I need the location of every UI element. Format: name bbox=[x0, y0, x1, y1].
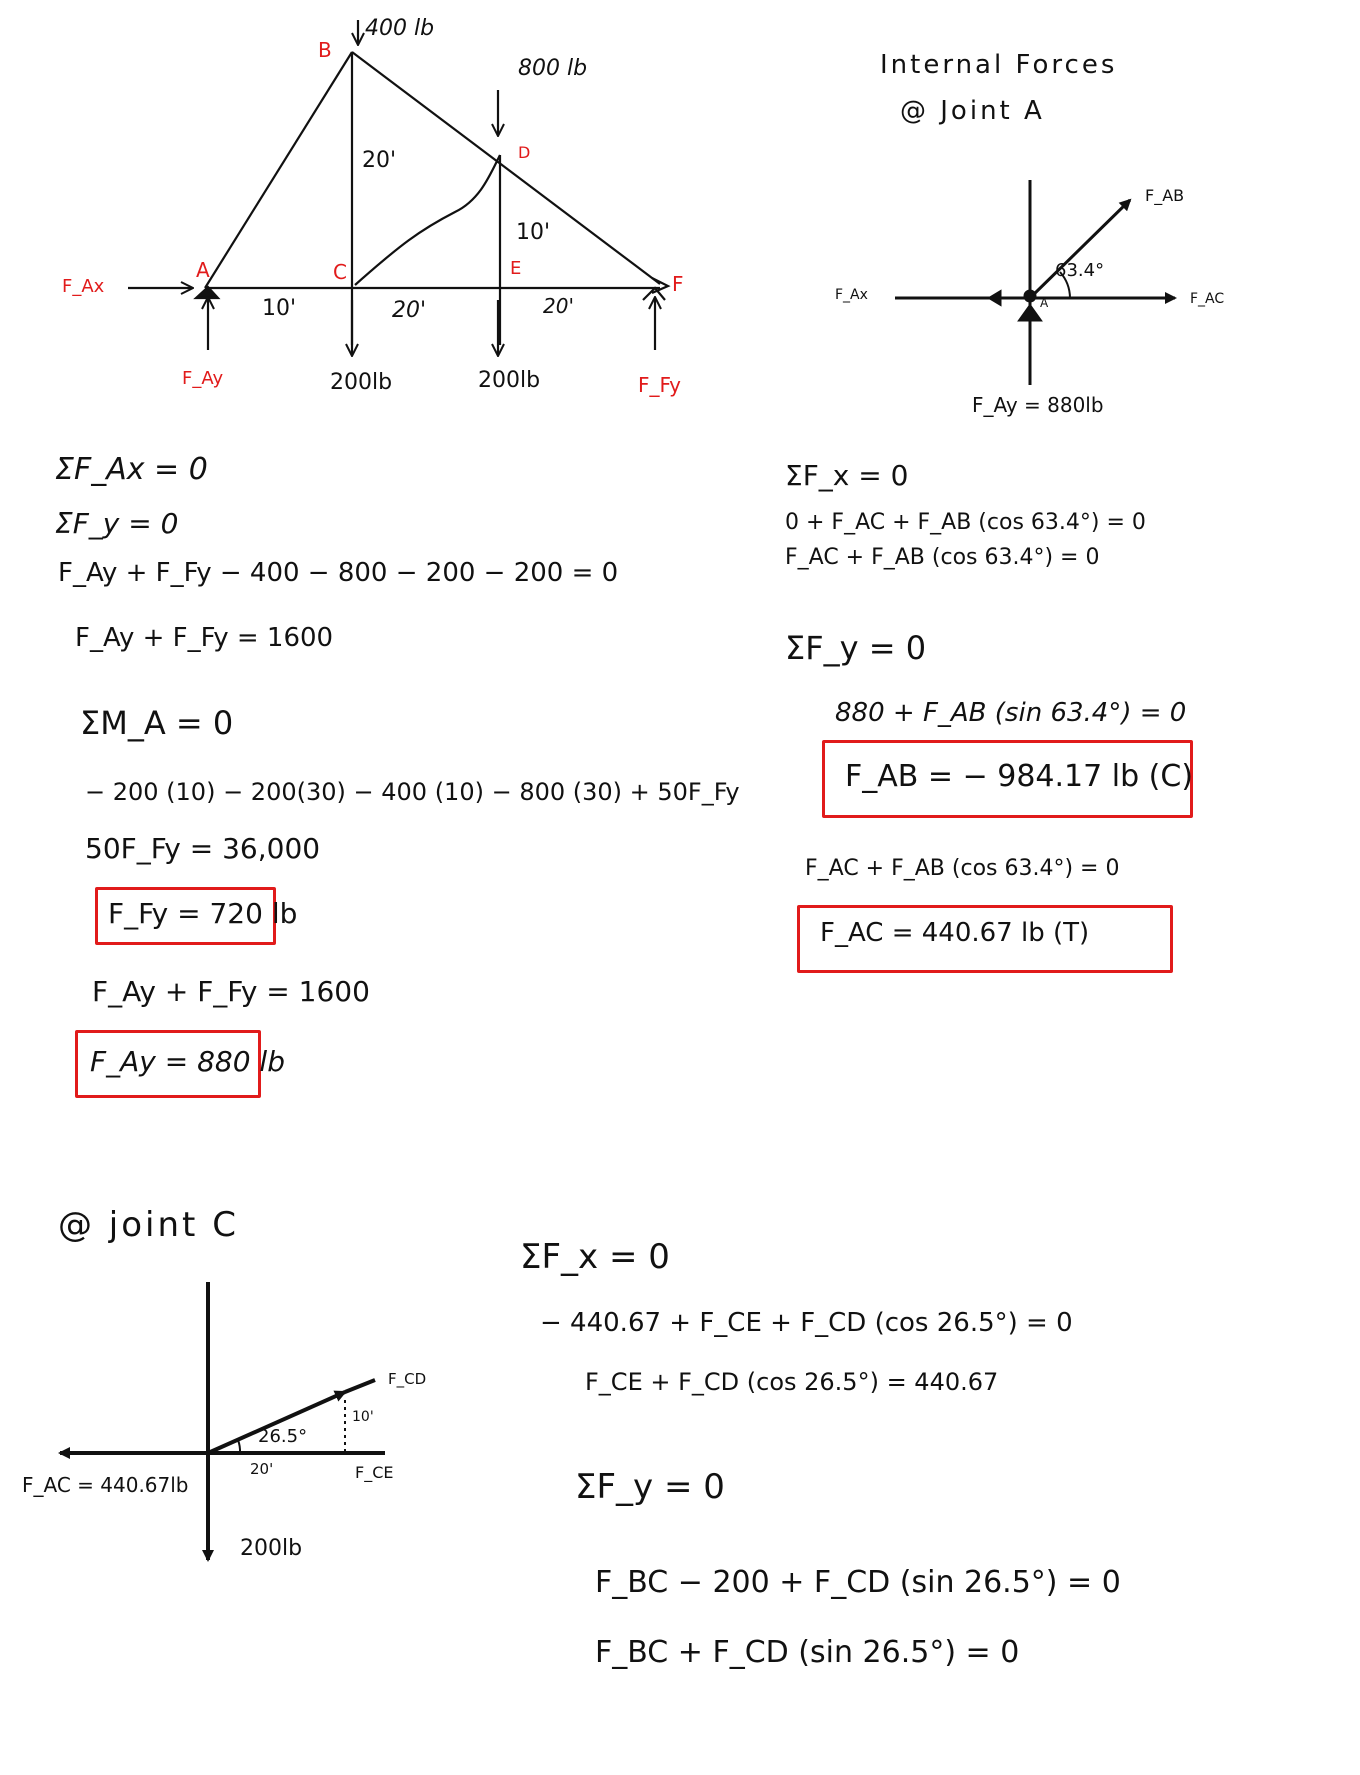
reaction-ay-label: F_Ay bbox=[182, 368, 224, 389]
eq-left-9: F_Ay + F_Fy = 1600 bbox=[92, 975, 370, 1008]
node-c-label: C bbox=[333, 260, 347, 284]
eq-right-3: F_AC + F_AB (cos 63.4°) = 0 bbox=[785, 545, 1100, 570]
eq-left-10: F_Ay = 880 lb bbox=[90, 1045, 285, 1078]
joint-c-title: @ joint C bbox=[58, 1205, 239, 1245]
node-d-label: D bbox=[518, 143, 531, 162]
joint-a-fac-label: F_AC bbox=[1190, 291, 1225, 307]
joint-c-angle-label: 26.5° bbox=[258, 1426, 308, 1447]
joint-a-fax-label: F_Ax bbox=[835, 287, 868, 303]
eq-bottom-3: F_CE + F_CD (cos 26.5°) = 440.67 bbox=[585, 1368, 999, 1396]
eq-left-6: − 200 (10) − 200(30) − 400 (10) − 800 (30) + 50F_Fy bbox=[85, 778, 740, 806]
node-b-label: B bbox=[318, 38, 332, 62]
joint-a-angle-label: 63.4° bbox=[1055, 260, 1105, 281]
joint-c-fcd-label: F_CD bbox=[388, 1370, 427, 1388]
eq-bottom-1: ΣF_x = 0 bbox=[520, 1237, 670, 1277]
eq-right-7: F_AC + F_AB (cos 63.4°) = 0 bbox=[805, 856, 1120, 881]
eq-bottom-5: F_BC − 200 + F_CD (sin 26.5°) = 0 bbox=[595, 1565, 1121, 1600]
eq-left-5: ΣM_A = 0 bbox=[80, 704, 234, 742]
load-c-label: 200lb bbox=[330, 370, 393, 395]
eq-right-5: 880 + F_AB (sin 63.4°) = 0 bbox=[835, 698, 1187, 728]
member-cd bbox=[355, 155, 500, 285]
eq-left-1: ΣF_Ax = 0 bbox=[55, 452, 208, 487]
dim-ef-label: 20' bbox=[543, 294, 574, 318]
eq-bottom-4: ΣF_y = 0 bbox=[575, 1467, 725, 1507]
support-f-tip bbox=[652, 278, 668, 293]
eq-left-4: F_Ay + F_Fy = 1600 bbox=[75, 623, 334, 653]
joint-c-fac-label: F_AC = 440.67lb bbox=[22, 1473, 189, 1497]
joint-a-title-2: @ Joint A bbox=[900, 96, 1045, 126]
node-f-label: F bbox=[672, 272, 684, 296]
joint-a-node-label: A bbox=[1040, 296, 1049, 310]
eq-bottom-6: F_BC + F_CD (sin 26.5°) = 0 bbox=[595, 1635, 1020, 1670]
eq-left-3: F_Ay + F_Fy − 400 − 800 − 200 − 200 = 0 bbox=[58, 558, 619, 588]
eq-left-2: ΣF_y = 0 bbox=[55, 507, 179, 540]
dim-bc-label: 20' bbox=[362, 148, 397, 173]
joint-c-fce-label: F_CE bbox=[355, 1463, 394, 1482]
node-a-label: A bbox=[196, 258, 210, 282]
eq-bottom-2: − 440.67 + F_CE + F_CD (cos 26.5°) = 0 bbox=[540, 1308, 1073, 1338]
joint-a-fay-label: F_Ay = 880lb bbox=[972, 393, 1104, 417]
load-b-label: 400 lb bbox=[365, 16, 435, 41]
reaction-ax-label: F_Ax bbox=[62, 276, 105, 297]
joint-a-title-1: Internal Forces bbox=[880, 50, 1118, 80]
joint-c-dim-20: 20' bbox=[250, 1460, 274, 1478]
node-e-label: E bbox=[510, 258, 522, 279]
joint-c-load-label: 200lb bbox=[240, 1536, 303, 1561]
joint-a-fbd bbox=[895, 180, 1175, 385]
joint-c-dim-10: 10' bbox=[352, 1409, 374, 1425]
reaction-fy-label: F_Fy bbox=[638, 373, 682, 397]
dim-de-label: 10' bbox=[516, 220, 551, 245]
eq-left-8: F_Fy = 720 lb bbox=[108, 897, 298, 930]
eq-right-4: ΣF_y = 0 bbox=[785, 629, 927, 667]
load-d-label: 800 lb bbox=[518, 56, 588, 81]
dim-ac-label: 10' bbox=[262, 296, 297, 321]
joint-c-fbd bbox=[60, 1282, 385, 1560]
load-e-label: 200lb bbox=[478, 368, 541, 393]
joint-a-fab-label: F_AB bbox=[1145, 186, 1185, 205]
member-ab bbox=[205, 52, 352, 288]
eq-right-2: 0 + F_AC + F_AB (cos 63.4°) = 0 bbox=[785, 510, 1146, 535]
eq-right-8: F_AC = 440.67 lb (T) bbox=[820, 918, 1090, 948]
eq-left-7: 50F_Fy = 36,000 bbox=[85, 832, 321, 865]
eq-right-6: F_AB = − 984.17 lb (C) bbox=[845, 759, 1194, 794]
dim-ce-label: 20' bbox=[392, 298, 427, 323]
eq-right-1: ΣF_x = 0 bbox=[785, 459, 909, 492]
